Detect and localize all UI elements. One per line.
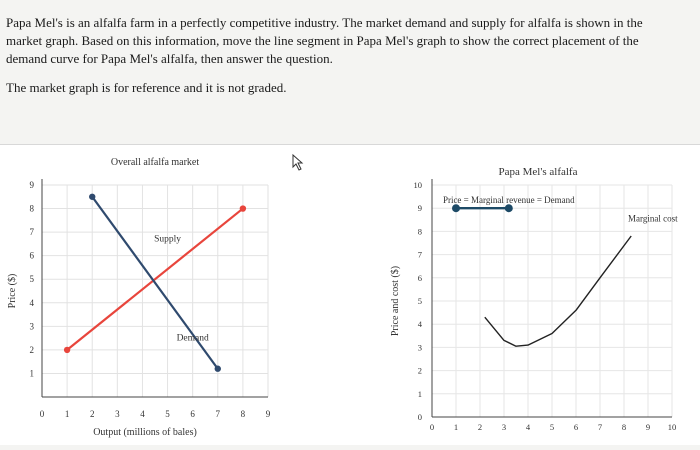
y-tick-label: 2 (29, 344, 34, 355)
x-tick-label: 1 (64, 409, 70, 419)
x-tick-label: 4 (140, 409, 145, 419)
firm-graph[interactable] (390, 166, 678, 432)
x-tick-label: 6 (573, 422, 579, 432)
x-tick-label: 1 (453, 422, 459, 432)
y-tick-label: 9 (417, 203, 422, 214)
y-tick-label: 1 (417, 388, 422, 399)
question-line: market graph. Based on this information, move the line segment in Papa Mel's graph to show the correct placement of the (6, 33, 639, 48)
x-tick-label: 2 (89, 409, 95, 419)
x-tick-label: 0 (429, 422, 435, 432)
y-tick-label: 10 (413, 180, 422, 190)
chart-title: Papa Mel's alfalfa (498, 166, 578, 178)
cursor-icon (293, 155, 302, 170)
x-tick-label: 0 (39, 409, 45, 419)
y-tick-label: 4 (417, 319, 422, 330)
x-tick-label: 9 (645, 422, 651, 432)
y-tick-label: 0 (417, 412, 422, 422)
supply-label: Supply (154, 234, 182, 245)
demand-label: Demand (176, 333, 209, 344)
question-line: Papa Mel's is an alfalfa farm in a perfectly competitive industry. The market demand and supply for alfalfa is shown in the (6, 15, 643, 30)
segment-handle-left[interactable] (452, 204, 460, 212)
y-axis-label: Price and cost ($) (390, 265, 401, 337)
data-point (64, 347, 70, 353)
marginal-cost-label: Marginal cost (628, 213, 678, 224)
y-tick-label: 7 (417, 249, 422, 260)
x-tick-label: 3 (501, 422, 507, 432)
chart-title: Overall alfalfa market (110, 157, 200, 168)
graph-panel (0, 144, 700, 445)
marginal-cost-curve (485, 236, 631, 346)
y-tick-label: 4 (29, 297, 34, 308)
x-tick-label: 6 (190, 409, 195, 419)
x-tick-label: 5 (549, 422, 555, 432)
y-axis-label: Price ($) (7, 273, 18, 309)
y-tick-label: 6 (29, 250, 34, 261)
x-tick-label: 5 (165, 409, 170, 419)
data-point (89, 194, 95, 200)
x-tick-label: 3 (115, 409, 120, 419)
segment-handle-right[interactable] (505, 204, 513, 212)
y-tick-label: 3 (417, 342, 422, 353)
graphs-svg (0, 145, 700, 445)
y-tick-label: 2 (417, 365, 422, 376)
question-line: demand curve for Papa Mel's alfalfa, then answer the question. (6, 51, 333, 66)
data-point (215, 366, 221, 372)
y-tick-label: 8 (417, 226, 422, 237)
x-tick-label: 8 (240, 409, 246, 419)
demand-segment-label: Price = Marginal revenue = Demand (442, 194, 575, 205)
x-tick-label: 2 (477, 422, 483, 432)
x-tick-label: 9 (265, 409, 271, 419)
x-tick-label: 8 (621, 422, 627, 432)
y-tick-label: 1 (29, 368, 34, 379)
y-tick-label: 7 (29, 227, 34, 238)
x-axis-label: Output (millions of bales) (93, 427, 197, 438)
data-point (240, 205, 246, 211)
question-text (6, 14, 696, 68)
x-tick-label: 7 (215, 409, 221, 419)
y-tick-label: 9 (29, 180, 34, 190)
y-tick-label: 5 (29, 274, 34, 285)
y-tick-label: 6 (417, 272, 422, 283)
y-tick-label: 5 (417, 296, 422, 306)
reference-note: The market graph is for reference and it is not graded. (6, 80, 287, 95)
market-graph (7, 157, 271, 438)
y-tick-label: 3 (29, 321, 34, 332)
x-tick-label: 4 (525, 422, 531, 432)
x-tick-label: 10 (667, 422, 677, 432)
y-tick-label: 8 (29, 203, 34, 214)
x-tick-label: 7 (597, 422, 603, 432)
